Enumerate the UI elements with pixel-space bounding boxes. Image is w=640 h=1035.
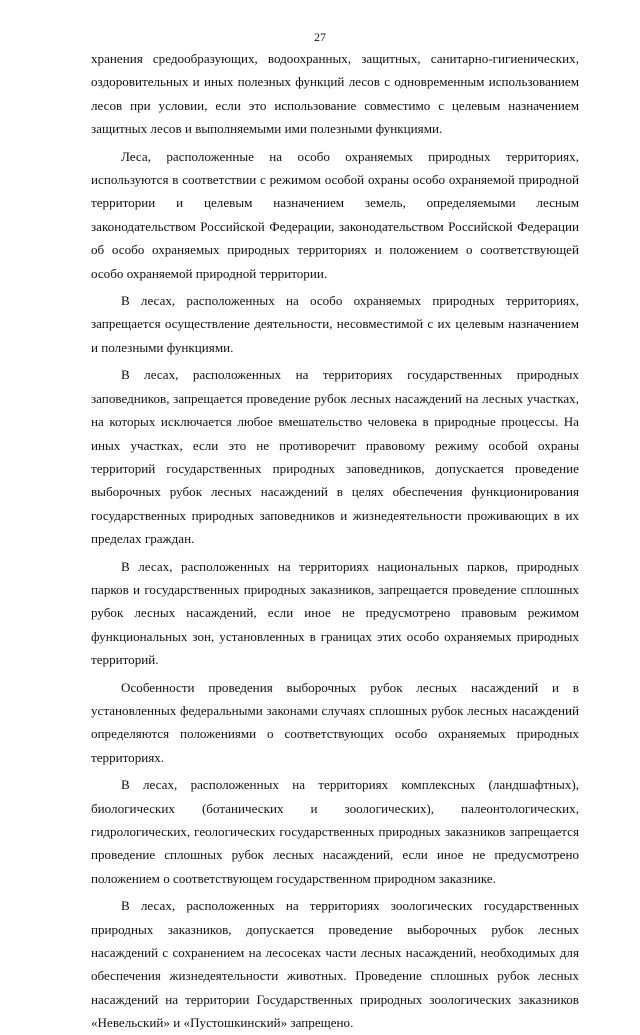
- paragraph: Леса, расположенные на особо охраняемых природных территориях, используются в соответствии с режимом особой охраны особо охраняемой природной территории и целевым назначением земель, определяемыми лесным законодательством Российской Федерации, законодательством Российской Федерации об особо охраняемых природных территориях и положением о соответствующей особо охраняемой природной территории.: [91, 148, 579, 281]
- paragraph: Особенности проведения выборочных рубок лесных насаждений и в установленных федеральными законами случаях сплошных рубок лесных насаждений определяются положениями о соответствующих особо охраняемых природных территориях.: [91, 679, 579, 765]
- page-number: 27: [314, 30, 326, 44]
- paragraph: В лесах, расположенных на территориях зоологических государственных природных заказников, допускается проведение выборочных рубок лесных насаждений с сохранением на лесосеках части лесных насаждений, необходимых для обеспечения жизнедеятельности животных. Проведение сплошных рубок лесных насаждений на территории Государственных природных зоологических заказников «Невельский» и «Пустошкинский» запрещено.: [91, 898, 579, 1031]
- paragraph: В лесах, расположенных на территориях комплексных (ландшафтных), биологических (ботанических и зоологических), палеонтологических, гидрологических, геологических государственных природных заказников запрещается проведение сплошных рубок лесных насаждений, если иное не предусмотрено положением о соответствующем государственном природном заказнике.: [91, 777, 579, 886]
- paragraph: В лесах, расположенных на особо охраняемых природных территориях, запрещается осуществление деятельности, несовместимой с их целевым назначением и полезными функциями.: [91, 293, 579, 355]
- paragraph-continuation: хранения средообразующих, водоохранных, защитных, санитарно-гигиенических, оздоровительных и иных полезных функций лесов с одновременным использованием лесов при условии, если это использование совместимо с целевым назначением защитных лесов и выполняемыми ими полезными функциями.: [91, 51, 579, 137]
- paragraph: В лесах, расположенных на территориях национальных парков, природных парков и государственных природных заказников, запрещается проведение сплошных рубок лесных насаждений, если иное не предусмотрено правовым режимом функциональных зон, установленных в границах этих особо охраняемых природных территорий.: [91, 558, 579, 668]
- document-body: [91, 47, 579, 1035]
- paragraph: В лесах, расположенных на территориях государственных природных заповедников, запрещается проведение рубок лесных насаждений на лесных участках, на которых исключается любое вмешательство человека в природные процессы. На иных участках, если это не противоречит правовому режиму особой охраны территорий государственных природных заповедников, допускается проведение выборочных рубок лесных насаждений в целях обеспечения функционирования государственных природных заповедников и жизнедеятельности проживающих в их пределах граждан.: [91, 367, 579, 547]
